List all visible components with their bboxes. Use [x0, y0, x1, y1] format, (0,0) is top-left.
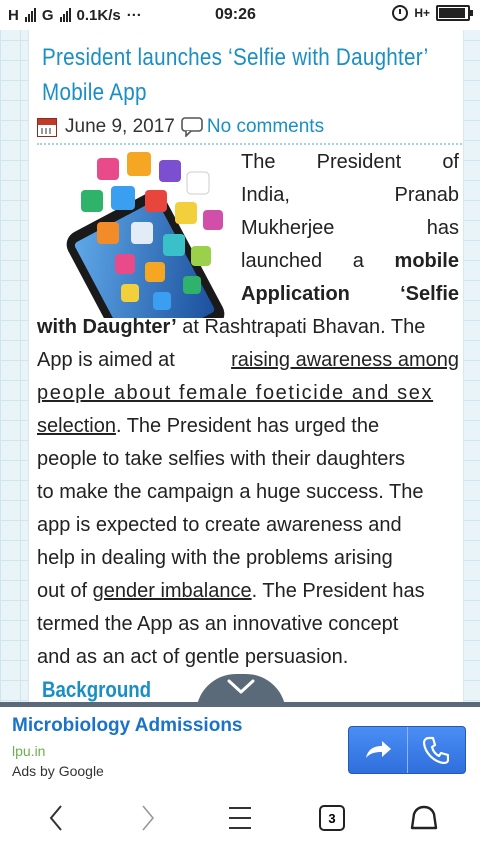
comment-icon: [181, 117, 203, 137]
text-line: termed the App as an innovative concept: [37, 613, 399, 635]
comments-link[interactable]: No comments: [206, 116, 325, 137]
chevron-down-icon: [226, 678, 256, 696]
text-line: [37, 377, 459, 410]
clock: 09:26: [215, 6, 256, 23]
article-body: [37, 311, 459, 674]
phone-apps-image: [37, 150, 237, 318]
text-line: with Daughter’ at Rashtrapati Bhavan. The: [37, 316, 426, 338]
article-intro: [241, 146, 459, 311]
post-title-line-1[interactable]: President launches ‘Selfie with Daughter’: [42, 44, 429, 71]
ad-domain[interactable]: lpu.in: [12, 743, 46, 759]
text-line: people to take selfies with their daughters: [37, 448, 405, 470]
status-bar: [0, 0, 480, 30]
ad-actions: [348, 726, 466, 774]
selection-link[interactable]: selection: [37, 415, 116, 437]
menu-icon: [228, 805, 252, 831]
text-line: India, Pranab: [241, 184, 459, 206]
network-speed: 0.1K/s: [76, 6, 121, 24]
text-line: The President of: [241, 151, 459, 173]
tabs-button[interactable]: [302, 788, 362, 848]
network-type-right: H+: [414, 6, 430, 20]
text-line: out of gender imbalance. The President has: [37, 580, 425, 602]
section-heading-background: Background: [42, 677, 152, 702]
text-line: help in dealing with the problems arising: [37, 547, 393, 569]
post-date: June 9, 2017: [65, 116, 175, 137]
meta-divider: [37, 143, 462, 145]
calendar-icon: [37, 118, 57, 137]
gender-imbalance-link[interactable]: gender imbalance: [92, 580, 252, 602]
ad-banner[interactable]: [0, 702, 480, 782]
back-button[interactable]: [26, 788, 86, 848]
home-button[interactable]: [394, 788, 454, 848]
post-meta: [37, 114, 324, 140]
battery-fill: [439, 8, 465, 18]
chevron-right-icon: [140, 804, 156, 832]
more-notifications-icon: ···: [126, 6, 142, 24]
text-line: app is expected to create awareness and: [37, 514, 402, 536]
text-line: launched a mobile: [241, 250, 459, 272]
article-card: [28, 30, 464, 702]
phone-icon: [423, 736, 449, 764]
forward-button[interactable]: [118, 788, 178, 848]
awareness-link[interactable]: raising awareness among: [231, 349, 459, 371]
signal-icon-2: [60, 8, 71, 22]
tabs-count: 3: [319, 805, 345, 831]
foeticide-link[interactable]: people about female foeticide and sex: [37, 382, 434, 404]
text-line: to make the campaign a huge success. The: [37, 481, 424, 503]
text-line: Mukherjee has: [241, 217, 459, 239]
browser-nav-bar: [0, 782, 480, 854]
signal-icon: [25, 8, 36, 22]
home-icon: [410, 804, 438, 832]
status-left: [8, 7, 142, 24]
ad-call-button[interactable]: [407, 727, 466, 773]
chevron-left-icon: [48, 804, 64, 832]
text-line: and as an act of gentle persuasion.: [37, 646, 349, 668]
text-line: Application ‘Selfie: [241, 283, 459, 305]
ad-attribution: Ads by Google: [12, 763, 104, 779]
post-title[interactable]: [42, 40, 452, 110]
post-title-line-2[interactable]: Mobile App: [42, 79, 147, 106]
menu-button[interactable]: [210, 788, 270, 848]
text-line: App is aimed at raising awareness among: [37, 344, 459, 377]
network-type-label-2: G: [41, 6, 54, 24]
ad-visit-button[interactable]: [349, 727, 407, 773]
alarm-icon: [392, 5, 408, 21]
text-line: selection. The President has urged the: [37, 415, 380, 437]
battery-icon: [436, 5, 470, 21]
network-type-label: H: [8, 6, 19, 24]
share-arrow-icon: [363, 738, 393, 762]
ad-title[interactable]: Microbiology Admissions: [12, 715, 243, 736]
status-right: [392, 5, 470, 21]
